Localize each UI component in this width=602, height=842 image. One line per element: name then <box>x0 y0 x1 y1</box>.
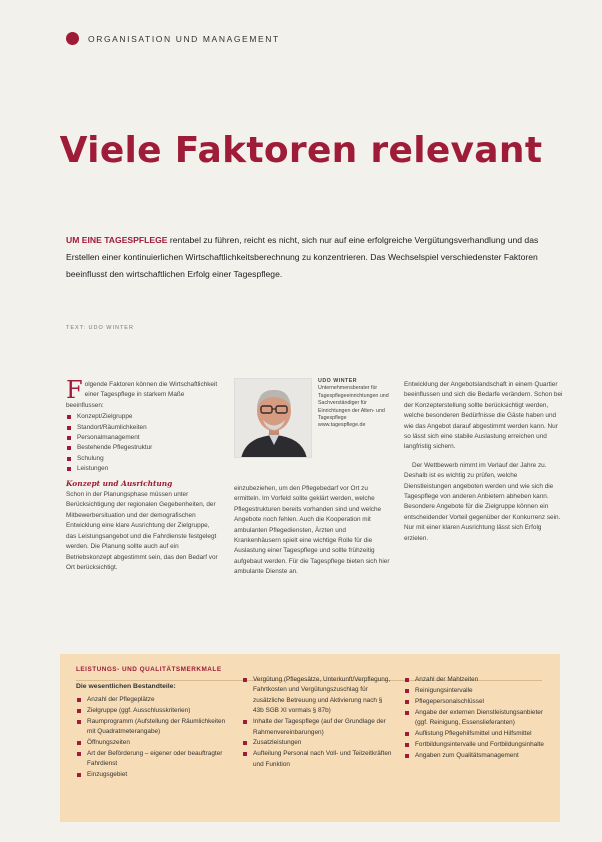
list-item: Reinigungsintervalle <box>404 686 554 696</box>
article-column-1 <box>66 376 218 573</box>
body-paragraph: Entwicklung der Angebotslandschaft in einem Quartier beeinflussen und sich die Bedarfe verändern. Schon bei der Konzepterstellung sollte berücksichtigt werden, welche besonderen Bedürfnisse die Gäste haben und wie das Angebot darauf abgestimmt werden kann. Nur so lässt sich eine stabile Auslastung erreichen und langfristig sichern. <box>404 381 563 451</box>
byline: TEXT: UDO WINTER <box>66 325 134 331</box>
headline: Viele Faktoren relevant <box>59 130 543 171</box>
section-kicker-label: ORGANISATION UND MANAGEMENT <box>88 33 280 44</box>
list-item: Vergütung (Pflegesätze, Unterkunft/Verpflegung, Fahrtkosten und Vergütungszuschlag für zusätzliche Betreuung und Aktivierung nach § 43b SGB XI vormals § 87b) <box>242 675 392 717</box>
info-column-2 <box>242 674 392 771</box>
list-item: Standort/Räumlichkeiten <box>66 423 218 433</box>
subheading: Konzept und Ausrichtung <box>66 478 173 488</box>
list-item: Aufteilung Personal nach Voll- und Teilzeitkräften und Funktion <box>242 749 392 770</box>
info-column-3 <box>404 674 554 762</box>
lead-text: rentabel zu führen, reicht es nicht, sich nur auf eine erfolgreiche Vergütungsverhandlung und das Erstellen einer kontinuierlichen Wirtschaftlichkeitsberechnung zu konzentrieren. Das Wechselspiel verschiedenster Faktoren beeinflusst den wirtschaftlichen Erfolg einer Tagespflege. <box>66 235 539 279</box>
factor-list <box>66 412 218 474</box>
list-item: Anzahl der Pflegeplätze <box>76 695 226 705</box>
list-item: Schulung <box>66 454 218 464</box>
section-kicker <box>66 32 280 45</box>
list-item: Anzahl der Mahlzeiten <box>404 675 554 685</box>
article-column-3 <box>404 380 564 544</box>
drop-cap: F <box>66 376 83 404</box>
body-paragraph: einzubeziehen, um den Pflegebedarf vor Ort zu ermitteln. Im Vorfeld sollte geklärt werden, welche Pflegestrukturen bereits vorhanden sind und welche Angebote noch fehlen. Auch die Kooperation mit ambulanten Pflegediensten, Ärzten und Krankenhäusern spielt eine wichtige Rolle für die Auslastung einer Tagespflege und sollte frühzeitig aufgebaut werden. Für die Tagespflege bieten sich hier ambulante Dienste an. <box>234 485 390 576</box>
list-item: Einzugsgebiet <box>76 770 226 780</box>
body-paragraph: Schon in der Planungsphase müssen unter Berücksichtigung der regionalen Gegebenheiten, der Mitbewerbersituation und der demografischen Entwicklung eine klare Ausrichtung der Zielgruppe, das Leistungsangebot und die Fahrdienste festgelegt werden. Die Planung sollte auch auf ein Betriebskonzept abgestimmt sein, das den Bedarf vor Ort berücksichtigt. <box>66 491 218 571</box>
list-item: Zielgruppe (ggf. Ausschlusskriterien) <box>76 706 226 716</box>
body-paragraph: Der Wettbewerb nimmt im Verlauf der Jahre zu. Deshalb ist es wichtig zu prüfen, welche Dienstleistungen angeboten werden und wie sich die Tagespflege von anderen Anbietern abheben kann. Besondere Angebote für die Zielgruppe können ein entscheidender Vorteil gegenüber der Konkurrenz sein. Nur mit einer klaren Ausrichtung lässt sich Erfolg erzielen. <box>404 461 561 542</box>
author-bio <box>318 378 392 430</box>
info-box-title: LEISTUNGS- UND QUALITÄTSMERKMALE <box>76 666 222 673</box>
info-column-1 <box>76 682 226 781</box>
list-item: Personalmanagement <box>66 433 218 443</box>
list-item: Auflistung Pflegehilfsmittel und Hilfsmittel <box>404 729 554 739</box>
info-box <box>60 654 560 822</box>
list-item: Öffnungszeiten <box>76 738 226 748</box>
list-item: Inhalte der Tagespflege (auf der Grundlage der Rahmenvereinbarungen) <box>242 717 392 738</box>
list-item: Angaben zum Qualitätsmanagement <box>404 751 554 761</box>
info-list <box>242 675 392 770</box>
info-box-heading: Die wesentlichen Bestandteile: <box>76 683 176 690</box>
intro-paragraph <box>66 376 218 411</box>
intro-text: olgende Faktoren können die Wirtschaftlichkeit einer Tagespflege in starkem Maße beeinflussen: <box>66 381 218 409</box>
lead-paragraph <box>66 232 544 283</box>
article-column-2 <box>234 484 390 578</box>
info-list <box>404 675 554 761</box>
author-name: UDO WINTER <box>318 378 358 384</box>
author-description: Unternehmensberater für Tagespflegeeinrichtungen und Sachverständiger für Einrichtungen der Alten- und Tagespflege www.tagespflege.de <box>318 385 389 429</box>
list-item: Art der Beförderung – eigener oder beauftragter Fahrdienst <box>76 749 226 770</box>
list-item: Fortbildungsintervalle und Fortbildungsinhalte <box>404 740 554 750</box>
author-photo <box>234 378 312 458</box>
author-photo-image <box>235 379 312 458</box>
list-item: Raumprogramm (Aufstellung der Räumlichkeiten mit Quadratmeterangabe) <box>76 717 226 738</box>
list-item: Bestehende Pflegestruktur <box>66 443 218 453</box>
list-item: Angabe der externen Dienstleistungsanbieter (ggf. Reinigung, Essenslieferanten) <box>404 708 554 729</box>
list-item: Konzept/Zielgruppe <box>66 412 218 422</box>
list-item: Leistungen <box>66 464 218 474</box>
lead-keyword: UM EINE TAGESPFLEGE <box>66 235 168 245</box>
list-item: Pflegepersonalschlüssel <box>404 697 554 707</box>
list-item: Zusatzleistungen <box>242 738 392 748</box>
info-list <box>76 695 226 781</box>
section-bullet-icon <box>66 32 79 45</box>
